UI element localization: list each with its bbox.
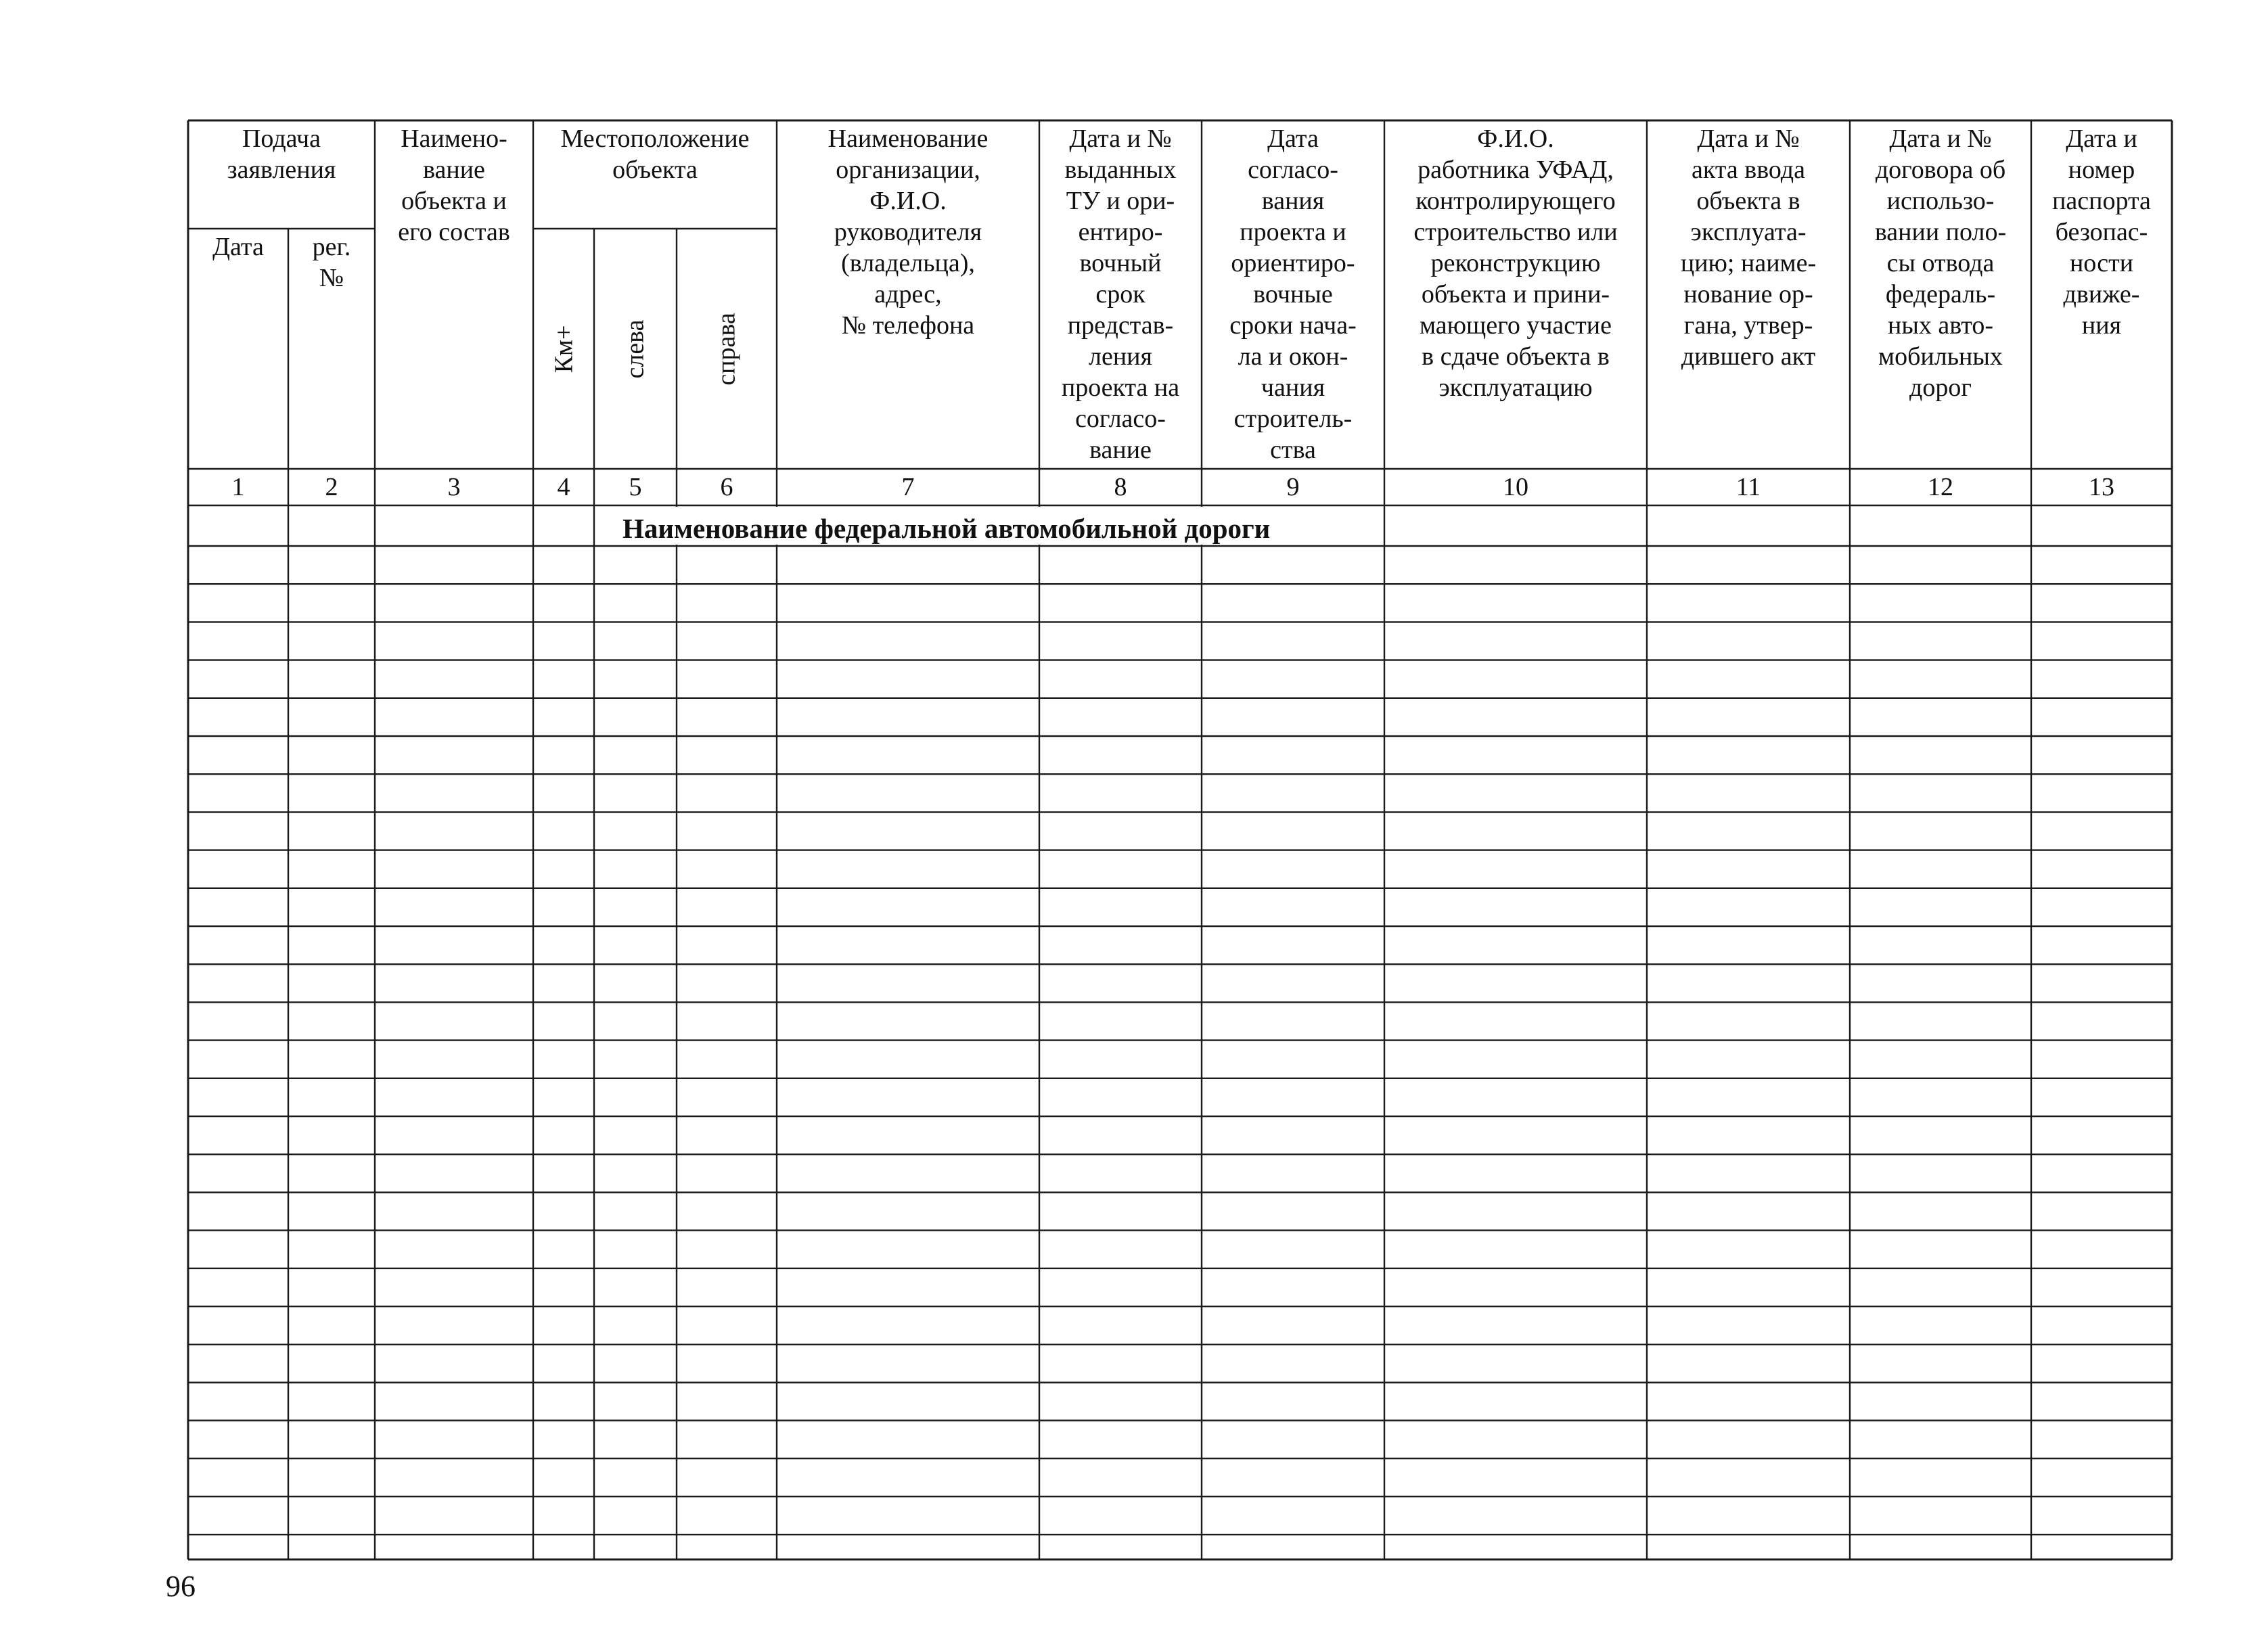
header-application: Подача заявления bbox=[227, 124, 336, 184]
page-number: 96 bbox=[166, 1570, 196, 1603]
column-number: 2 bbox=[325, 473, 338, 501]
header-col-6-right-text: справа bbox=[712, 312, 741, 386]
column-number: 1 bbox=[231, 473, 245, 501]
header-col-6-right bbox=[677, 229, 777, 469]
header-col-10-ufad-officer: Ф.И.О. работника УФАД, контролирующего строительство или реконструкцию объекта и прини- мающего участие в сдаче объекта в эксплуатацию bbox=[1413, 124, 1618, 402]
header-col-3-object-name: Наимено- вание объекта и его состав bbox=[398, 124, 510, 246]
column-number: 6 bbox=[720, 473, 733, 501]
column-number: 8 bbox=[1114, 473, 1127, 501]
column-number: 3 bbox=[447, 473, 461, 501]
column-number: 5 bbox=[629, 473, 642, 501]
header-col-5-left bbox=[594, 229, 677, 469]
header-location: Местоположение объекта bbox=[560, 124, 750, 184]
column-number: 12 bbox=[1928, 473, 1953, 501]
column-number: 13 bbox=[2089, 473, 2114, 501]
column-number: 11 bbox=[1736, 473, 1761, 501]
column-number: 4 bbox=[557, 473, 570, 501]
header-col-11-acceptance-act: Дата и № акта ввода объекта в эксплуата- цию; наиме- нование ор- гана, утвер- дившего акт bbox=[1680, 124, 1817, 371]
header-col-4-km bbox=[533, 229, 594, 469]
road-name-row: Наименование федеральной автомобильной дороги bbox=[622, 513, 1271, 544]
column-number: 9 bbox=[1286, 473, 1300, 501]
header-col-13-safety-passport: Дата и номер паспорта безопас- ности движе- ния bbox=[2052, 124, 2151, 340]
header-col-12-contract: Дата и № договора об использо- вании поло- сы отвода федераль- ных авто- мобильных дорог bbox=[1874, 124, 2007, 402]
column-number: 7 bbox=[901, 473, 915, 501]
column-number: 10 bbox=[1503, 473, 1528, 501]
header-col-8-tu: Дата и № выданных ТУ и ори- ентиро- вочный срок представ- ления проекта на согласо- вание bbox=[1061, 124, 1180, 464]
header-col-4-km-text: Км+ bbox=[549, 325, 578, 373]
header-col-1-date: Дата bbox=[212, 233, 264, 261]
header-col-2-reg-number: рег. № bbox=[312, 233, 351, 292]
header-col-7-organization: Наименование организации, Ф.И.О. руководителя (владельца), адрес, № телефона bbox=[827, 124, 989, 340]
header-col-5-left-text: слева bbox=[620, 319, 650, 379]
header-col-9-approval: Дата согласо- вания проекта и ориентиро- вочные сроки нача- ла и окон- чания строитель- ства bbox=[1229, 124, 1357, 464]
